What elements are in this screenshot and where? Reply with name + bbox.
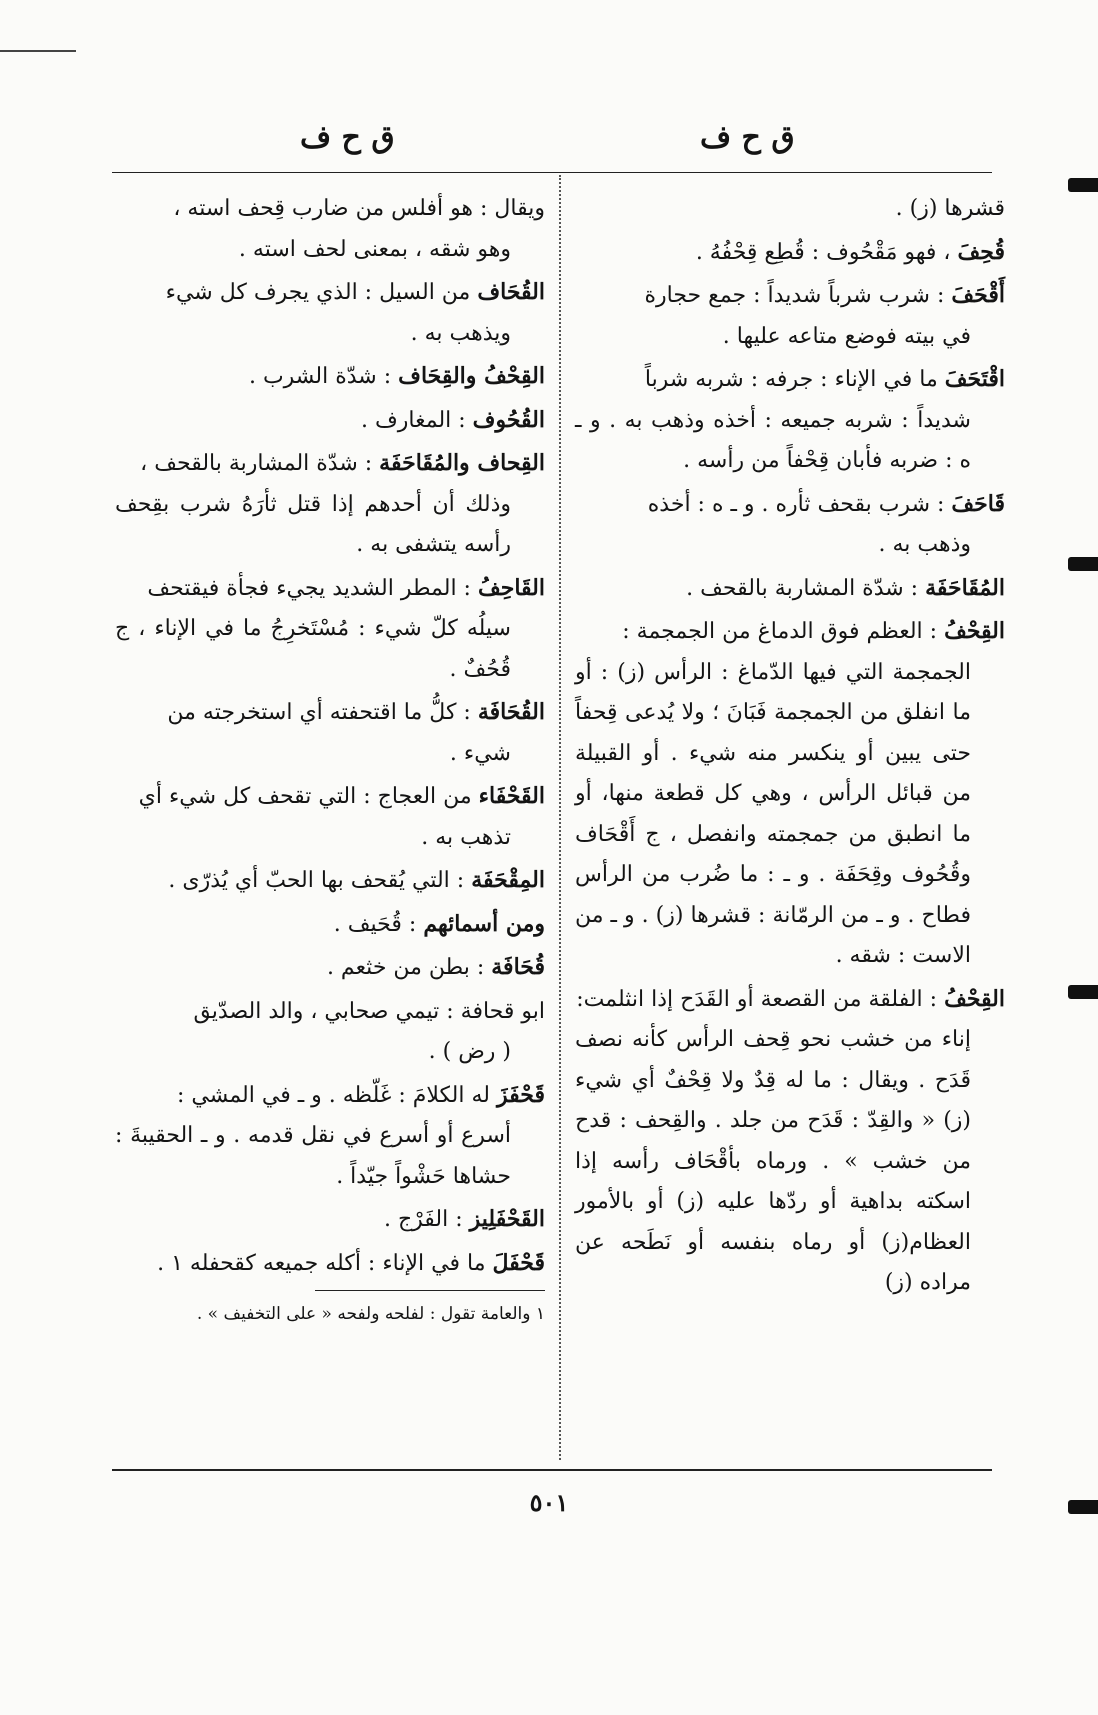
entry-continuation: ( رض ) . xyxy=(428,1039,511,1064)
dictionary-entry xyxy=(115,356,545,398)
entry-headword: القُحُوف xyxy=(472,406,545,433)
entry-text: من السيل : الذي يجرف كل شيء xyxy=(165,280,471,305)
dictionary-entry xyxy=(115,904,545,946)
entry-headword: أَقْحَفَ xyxy=(951,282,1005,308)
dictionary-entry xyxy=(115,692,545,774)
dictionary-entry xyxy=(115,568,545,691)
dictionary-entry xyxy=(575,484,1005,566)
entry-headword: المُقَاحَفَة xyxy=(925,574,1005,601)
dictionary-entry xyxy=(115,1243,545,1285)
entry-text: ابو قحافة : تيمي صحابي ، والد الصدّيق xyxy=(193,998,545,1024)
right-column xyxy=(575,188,1005,1306)
entry-headword: القِحْفُ والقِحَاف xyxy=(398,363,545,389)
entry-continuation: في بيته فوضع متاعه عليها . xyxy=(722,323,971,349)
page-header-right: ق ح ف xyxy=(700,120,795,155)
entry-headword: اقْتَحَفَ xyxy=(944,366,1005,392)
entry-headword: ومن أسمائهم xyxy=(423,910,545,937)
entry-continuation: وذلك أن أحدهم إذا قتل ثأرَهُ شرب بقِحف رأسه يتشفى به . xyxy=(115,491,511,557)
entry-headword: قُحَافَة xyxy=(491,954,545,980)
entry-text: : المغارف . xyxy=(361,407,466,433)
entry-headword: قَحْفَزَ xyxy=(497,1081,545,1108)
entry-headword: القَحْفَلِيز xyxy=(469,1206,545,1232)
footnote-rule xyxy=(315,1290,545,1291)
entry-text: : المطر الشديد يجيء فجأة فيقتحف xyxy=(147,575,471,601)
entry-continuation: الجمجمة التي فيها الدّماغ : الرأس (ز) : أو ما انفلق من الجمجمة فَبَانَ ؛ ولا يُدعى قِحفاً حتى يبين أو ينكسر منه شيء . أو القبيلة من قبائل الرأس ، وهي كل قطعة منها، أو ما انطبق من جمجمته وانفصل ، ج أَقْحَاف وقُحُوف وقِحَفَة . و ـ : ما ضُرب من الرأس فطاح . و ـ من الرمّانة : قشرها (ز) . و ـ من الاست : شقه . xyxy=(575,659,971,968)
entry-headword: القِحاف والمُقَاحَفَة xyxy=(379,450,545,476)
entry-continuation: أسرع أو أسرع في نقل قدمه . و ـ الحقيبةَ : حشاها حَشْواً جيّداً . xyxy=(115,1123,511,1189)
entry-text: : بطن من خثعم . xyxy=(326,955,485,980)
dictionary-entry xyxy=(575,188,1005,230)
dictionary-entry xyxy=(115,1075,545,1198)
corner-rule xyxy=(0,50,76,52)
dictionary-entry xyxy=(115,776,545,858)
entry-continuation: ويذهب به . xyxy=(410,320,511,346)
entry-headword: المِقْحَفَة xyxy=(471,867,545,893)
footer-rule xyxy=(112,1469,992,1471)
scan-edge-mark xyxy=(1068,985,1098,999)
entry-headword: القِحْفُ xyxy=(944,985,1005,1012)
entry-text: : شرب شرباً شديداً : جمع حجارة xyxy=(644,283,945,308)
entry-headword: القُحَاف xyxy=(477,279,545,305)
dictionary-entry xyxy=(575,979,1005,1304)
entry-text: : العظم فوق الدماغ من الجمجمة : xyxy=(622,619,938,644)
entry-text: ما في الإناء : جرفه : شربه شرباً xyxy=(644,367,938,392)
entry-text: : كلُّ ما اقتحفته أي استخرجته من xyxy=(167,700,471,725)
dictionary-entry xyxy=(115,947,545,989)
dictionary-entry xyxy=(575,359,1005,482)
page-number: ٥٠١ xyxy=(529,1488,569,1517)
dictionary-entry xyxy=(115,272,545,354)
dictionary-entry xyxy=(575,611,1005,977)
entry-continuation: وهو شقه ، بمعنى لحف استه . xyxy=(238,236,511,262)
dictionary-entry xyxy=(115,400,545,442)
entry-text: : شدّة المشاربة بالقحف . xyxy=(686,575,919,601)
entry-headword: قَحْفَلَ xyxy=(492,1249,545,1276)
entry-continuation: شيء . xyxy=(449,740,511,766)
entry-text: ما في الإناء : أكله جميعه كقحفله ١ . xyxy=(157,1250,486,1276)
entry-headword: القُحَافَة xyxy=(477,699,545,725)
entry-text: قشرها (ز) . xyxy=(895,196,1005,221)
dictionary-entry xyxy=(115,443,545,566)
scan-edge-mark xyxy=(1068,1500,1098,1514)
dictionary-entry xyxy=(575,568,1005,610)
header-rule xyxy=(112,172,992,173)
entry-continuation: سيلُه كلّ شيء : مُسْتَخرِجُ ما في الإناء ، ج قُحُفٌ . xyxy=(115,616,511,682)
footnote: ١ والعامة تقول : لفلحه ولفحه « على التخفيف » . xyxy=(196,1304,545,1324)
entry-text: : الفَرْج . xyxy=(383,1207,463,1232)
entry-text: : شدّة المشاربة بالقحف ، xyxy=(140,451,373,476)
entry-continuation: وذهب به . xyxy=(878,532,971,557)
entry-text: : قُحَيف . xyxy=(333,911,417,937)
entry-text: : شدّة الشرب . xyxy=(248,364,392,389)
entry-text: من العجاج : التي تقحف كل شيء أي xyxy=(138,784,472,809)
entry-text: : شرب بقحف ثأره . و ـ ه : أخذه xyxy=(647,491,945,517)
entry-headword: قُحِفَ xyxy=(957,238,1005,265)
entry-text: له الكلامَ : غَلّظه . و ـ في المشي : xyxy=(176,1082,490,1108)
scan-edge-mark xyxy=(1068,178,1098,192)
entry-text: ويقال : هو أفلس من ضارب قِحف استه ، xyxy=(173,196,545,221)
entry-text: : التي يُقحف بها الحبّ أي يُذرّى . xyxy=(168,868,465,893)
left-column xyxy=(115,188,545,1327)
entry-continuation: تذهب به . xyxy=(421,824,511,850)
dictionary-entry xyxy=(115,991,545,1073)
dictionary-entry xyxy=(115,1199,545,1241)
dictionary-entry xyxy=(575,232,1005,274)
page-header-left: ق ح ف xyxy=(300,120,395,155)
entry-headword: القَاحِفُ xyxy=(477,574,545,601)
entry-text: : الفلقة من القصعة أو القَدَح إذا انثلمت: xyxy=(576,986,938,1012)
entry-headword: قَاحَفَ xyxy=(951,490,1005,517)
entry-headword: القَحْفَاء xyxy=(478,783,545,809)
entry-headword: القِحْفُ xyxy=(944,618,1005,644)
column-divider xyxy=(559,175,561,1460)
dictionary-entry xyxy=(115,188,545,270)
entry-continuation: شديداً : شربه جميعه : أخذه وذهب به . و ـ ه : ضربه فأبان قِحْفاً من رأسه . xyxy=(575,407,971,473)
entry-continuation: إناء من خشب نحو قِحف الرأس كأنه نصف قَدَح . ويقال : ما له قِدٌ ولا قِحْفٌ أي شيء (ز) « والقِدّ : قَدَح من جلد . والقِحف : قدح من خشب » . ورماه بأقْحَاف رأسه إذا اسكته بداهية أو ردّها عليه (ز) أو بالأمور العظام(ز) أو رماه بنفسه أو نَطَحه عن مراده (ز) xyxy=(575,1027,971,1295)
dictionary-entry xyxy=(575,275,1005,357)
entry-text: ، فهو مَقْحُوف : قُطِع قِحْفُهُ . xyxy=(695,239,951,265)
dictionary-entry xyxy=(115,860,545,902)
scan-edge-mark xyxy=(1068,557,1098,571)
